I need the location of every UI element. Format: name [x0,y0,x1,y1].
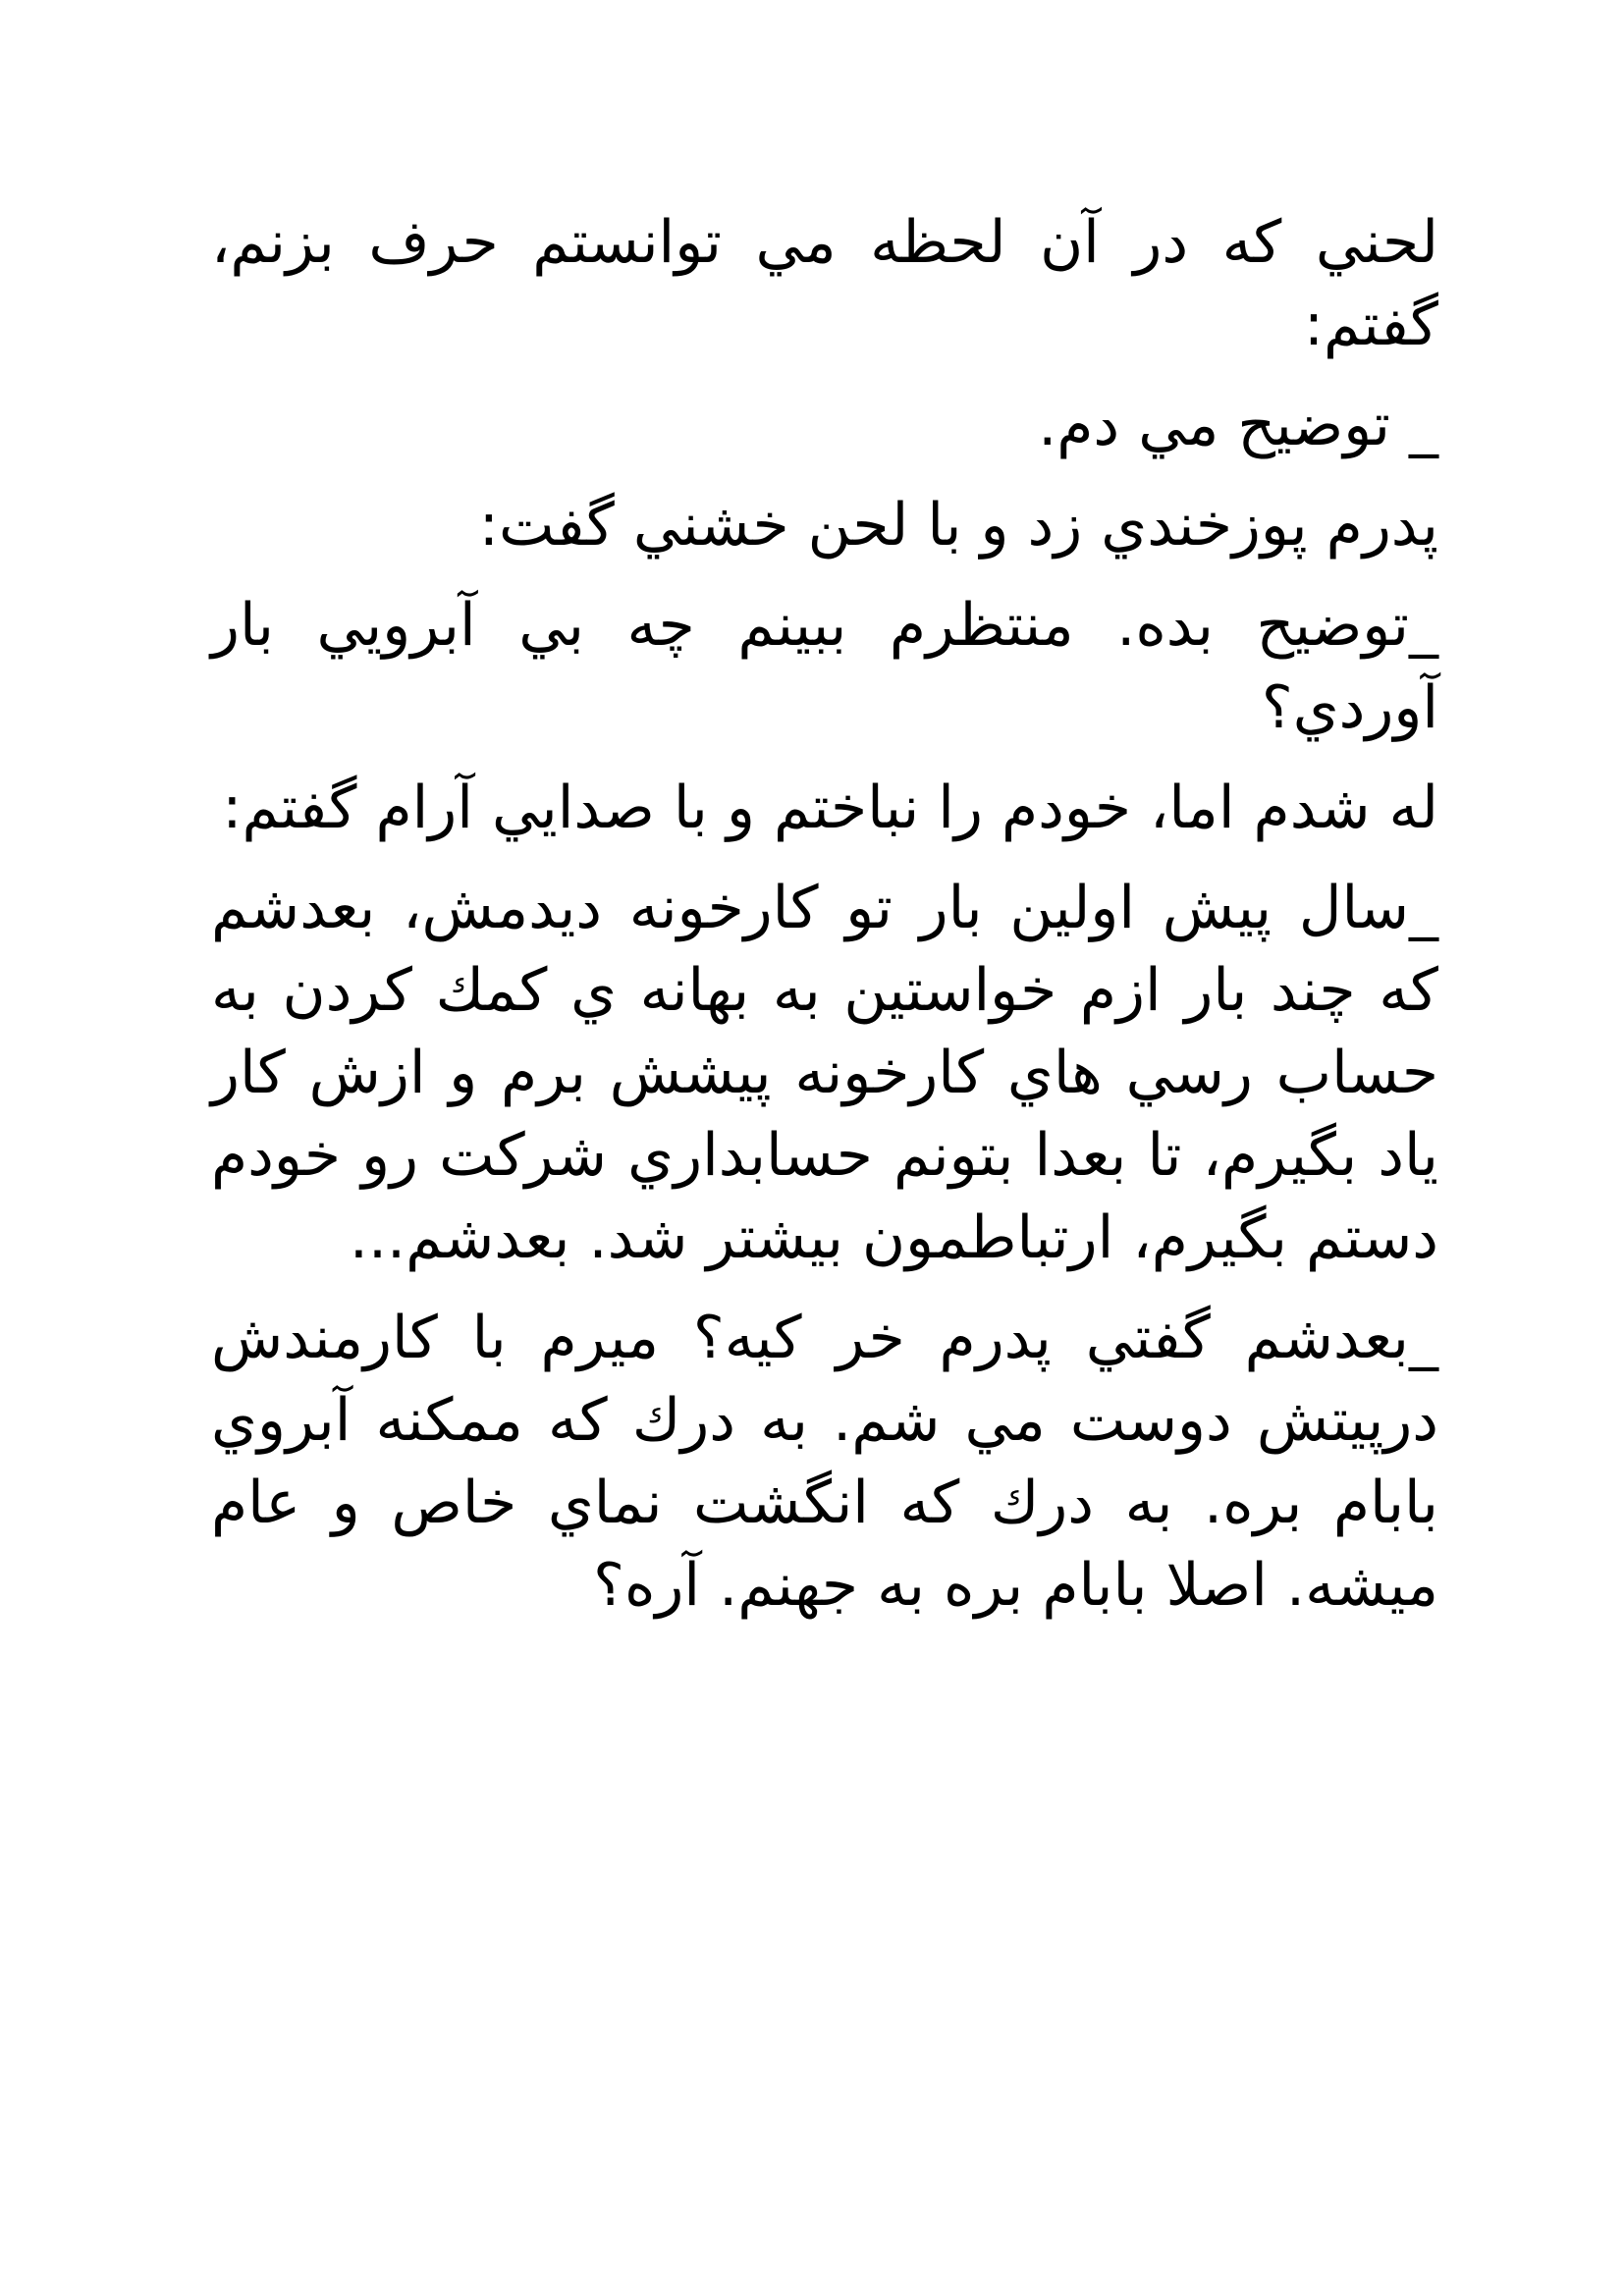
paragraph-5: له شدم اما، خودم را نباختم و با صدايي آرام گفتم: [222,774,1438,842]
body-text [211,201,1438,1644]
paragraph-2: _ توضيح مي دم. [1038,391,1438,459]
paragraph-1: لحني كه در آن لحظه مي توانستم حرف بزنم، گفتم: [211,208,1438,359]
paragraph-4: _توضيح بده. منتظرم ببينم چه بي آبرويي بار آوردي؟ [211,591,1438,742]
paragraph-7: _بعدشم گفتي پدرم خر كيه؟ ميرم با كارمندش درپيتش دوست مي شم. به درك كه ممكنه آبروي بابام بره. به درك كه انگشت نماي خاص و عام ميشه. اصلا بابام بره به جهنم. آره؟ [211,1304,1438,1620]
paragraph-3: پدرم پوزخندي زد و با لحن خشني گفت: [478,491,1438,560]
paragraph-6: _سال پيش اولين بار تو كارخونه ديدمش، بعدشم كه چند بار ازم خواستين به بهانه ي كمك كردن به حساب رسي هاي كارخونه پيشش برم و ازش كار ياد بگيرم، تا بعدا بتونم حسابداري شركت رو خودم دستم بگيرم، ارتباطمون بيشتر شد. بعدشم... [211,874,1438,1272]
